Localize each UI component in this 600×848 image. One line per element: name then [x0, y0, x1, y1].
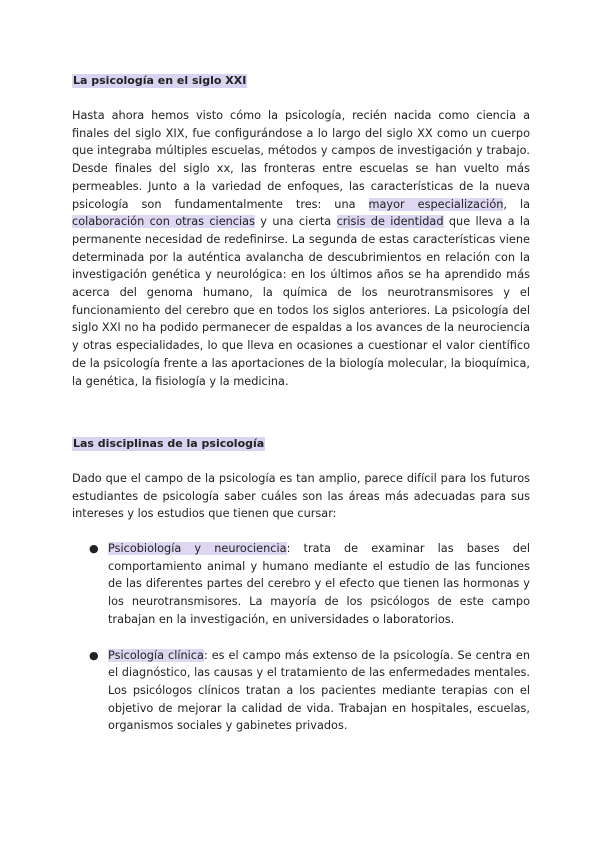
paragraph-siglo-xxi: [72, 107, 530, 390]
list-item-psicobiologia: [72, 540, 530, 629]
paragraph-text: y una cierta: [254, 215, 337, 229]
highlight-term: Psicobiología y neurociencia: [108, 542, 287, 555]
paragraph-text: que lleva a la permanente necesidad de redefinirse. La segunda de estas características viene determinada por la auténtica avalancha de descubrimientos en relación con la investigación genética y neurológica: en los últimos años se ha aprendido más acerca del genoma humano, la química de los neurotransmisores y el funcionamiento del cerebro que en todos los siglos anteriores. La psicología del siglo XXI no ha podido permanecer de espaldas a los avances de la neurociencia y otras especialidades, lo que lleva en ocasiones a cuestionar el valor científico de la psicología frente a las aportaciones de la biología molecular, la bioquímica, la genética, la fisiología y la medicina.: [72, 215, 530, 388]
bullet-icon: ●: [89, 542, 99, 555]
list-item-text: : trata de examinar las bases del comportamiento animal y humano mediante el estudio de las funciones de las diferentes partes del cerebro y el efecto que tienen las hormonas y los neurotransmisores. La mayoría de los psicólogos de este campo trabajan en la investigación, en universidades o laboratorios.: [108, 542, 530, 626]
list-item-text: : es el campo más extenso de la psicología. Se centra en el diagnóstico, las causas y el tratamiento de las enfermedades mentales. Los psicólogos clínicos tratan a los pacientes mediante terapias con el objetivo de mejorar la calidad de vida. Trabajan en hospitales, escuelas, organismos sociales y gabinetes privados.: [108, 648, 530, 733]
paragraph-text: , la: [503, 197, 531, 211]
highlight-crisis-identidad: crisis de identidad: [336, 215, 444, 229]
highlight-mayor-especializacion: mayor especialización: [368, 197, 504, 211]
section-heading-siglo-xxi: La psicología en el siglo XXI: [73, 74, 247, 87]
highlight-colaboracion: colaboración con otras ciencias: [72, 215, 255, 229]
paragraph-text: Hasta ahora hemos visto cómo la psicología, recién nacida como ciencia a finales del siglo XIX, fue configurándose a lo largo del siglo XX como un cuerpo que integraba múltiples escuelas, métodos y campos de investigación y trabajo. Desde finales del siglo xx, las fronteras entre escuelas se han vuelto más permeables. Junto a la variedad de enfoques, las características de la nueva psicología son fundamentalmente tres: una: [72, 109, 530, 211]
list-item-psicologia-clinica: [72, 647, 530, 736]
highlight-term: Psicología clínica: [108, 648, 204, 662]
paragraph-disciplinas-intro: Dado que el campo de la psicología es tan amplio, parece difícil para los futuros estudiantes de psicología saber cuáles son las áreas más adecuadas para sus intereses y los estudios que tienen que cursar:: [72, 472, 530, 521]
disciplines-list: [72, 540, 530, 735]
section-heading-disciplinas: Las disciplinas de la psicología: [73, 437, 265, 450]
bullet-icon: ●: [89, 648, 99, 662]
